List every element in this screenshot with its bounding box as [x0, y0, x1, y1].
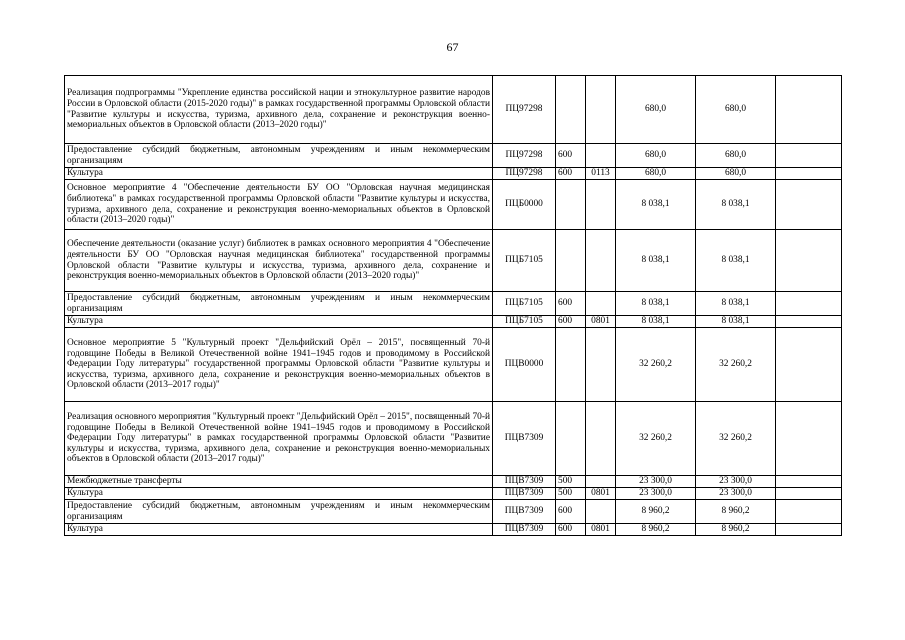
- table-row: [65, 500, 842, 524]
- table-row: [65, 144, 842, 168]
- row-sum-1: 23 300,0: [616, 488, 696, 500]
- row-sum-2: 680,0: [696, 76, 776, 144]
- row-name: Культура: [65, 168, 493, 180]
- row-code: ПЦ97298: [493, 168, 556, 180]
- table-row: [65, 316, 842, 328]
- row-expense-type: 500: [556, 476, 586, 488]
- row-section: [586, 328, 616, 402]
- table-row: [65, 476, 842, 488]
- row-extra: [776, 476, 842, 488]
- row-extra: [776, 230, 842, 292]
- row-sum-1: 680,0: [616, 144, 696, 168]
- row-code: ПЦБ7105: [493, 230, 556, 292]
- row-sum-1: 8 038,1: [616, 316, 696, 328]
- row-code: ПЦБ7105: [493, 316, 556, 328]
- row-extra: [776, 144, 842, 168]
- row-code: ПЦВ7309: [493, 476, 556, 488]
- row-name: Основное мероприятие 5 "Культурный проект "Дельфийский Орёл – 2015", посвященный 70-й годовщине Победы в Великой Отечественной войне 1941–1945 годов и проводимому в Российской Федерации Году литературы" государственной программы Орловской области "Развитие культуры и искусства, туризма, архивного дела, сохранение и реконструкция военно-мемориальных объектов в Орловской области (2013–2017 годы)": [65, 328, 493, 402]
- row-expense-type: [556, 402, 586, 476]
- row-section: 0801: [586, 316, 616, 328]
- row-sum-1: 32 260,2: [616, 402, 696, 476]
- table-row: [65, 292, 842, 316]
- row-sum-2: 8 038,1: [696, 230, 776, 292]
- row-sum-1: 8 038,1: [616, 180, 696, 230]
- row-expense-type: [556, 328, 586, 402]
- row-code: ПЦВ7309: [493, 488, 556, 500]
- row-sum-2: 680,0: [696, 168, 776, 180]
- row-sum-2: 32 260,2: [696, 402, 776, 476]
- row-name: Обеспечение деятельности (оказание услуг) библиотек в рамках основного мероприятия 4 "Обеспечение деятельности БУ ОО "Орловская научная медицинская библиотека" государственной программы Орловской области "Развитие культуры и искусства, туризма, архивного дела, сохранение и реконструкция военно-мемориальных объектов в Орловской области (2013–2020 годы)": [65, 230, 493, 292]
- row-sum-2: 23 300,0: [696, 476, 776, 488]
- table-row: [65, 180, 842, 230]
- row-expense-type: 600: [556, 144, 586, 168]
- row-sum-1: 680,0: [616, 168, 696, 180]
- row-code: ПЦБ0000: [493, 180, 556, 230]
- row-name: Реализация подпрограммы "Укрепление единства российской нации и этнокультурное развитие народов России в Орловской области (2015-2020 годы)" в рамках государственной программы Орловской области "Развитие культуры и искусства, туризма, архивного дела, сохранение и реконструкция военно-мемориальных объектов в Орловской области (2013–2020 годы)": [65, 76, 493, 144]
- row-name: Межбюджетные трансферты: [65, 476, 493, 488]
- row-section: [586, 230, 616, 292]
- row-extra: [776, 292, 842, 316]
- row-sum-2: 8 038,1: [696, 316, 776, 328]
- row-name: Основное мероприятие 4 "Обеспечение деятельности БУ ОО "Орловская научная медицинская библиотека" в рамках государственной программы Орловской области "Развитие культуры и искусства, туризма, архивного дела, сохранение и реконструкция военно-мемориальных объектов в Орловской области (2013–2020 годы)": [65, 180, 493, 230]
- table-row: [65, 524, 842, 536]
- row-sum-2: 680,0: [696, 144, 776, 168]
- row-name: Культура: [65, 488, 493, 500]
- row-sum-1: 8 960,2: [616, 500, 696, 524]
- row-code: ПЦВ7309: [493, 500, 556, 524]
- row-section: [586, 292, 616, 316]
- row-name: Предоставление субсидий бюджетным, автономным учреждениям и иным некоммерческим организациям: [65, 292, 493, 316]
- row-expense-type: 600: [556, 316, 586, 328]
- row-expense-type: [556, 180, 586, 230]
- row-code: ПЦВ7309: [493, 402, 556, 476]
- row-expense-type: 600: [556, 168, 586, 180]
- row-name: Предоставление субсидий бюджетным, автономным учреждениям и иным некоммерческим организациям: [65, 500, 493, 524]
- row-sum-1: 23 300,0: [616, 476, 696, 488]
- row-expense-type: 500: [556, 488, 586, 500]
- budget-table: [64, 75, 842, 536]
- row-section: [586, 76, 616, 144]
- row-section: [586, 476, 616, 488]
- row-sum-1: 680,0: [616, 76, 696, 144]
- row-expense-type: 600: [556, 500, 586, 524]
- row-sum-1: 8 960,2: [616, 524, 696, 536]
- row-section: 0801: [586, 524, 616, 536]
- table-row: [65, 76, 842, 144]
- row-code: ПЦ97298: [493, 144, 556, 168]
- row-name: Реализация основного мероприятия "Культурный проект "Дельфийский Орёл – 2015", посвященный 70-й годовщине Победы в Великой Отечественной войне 1941–1945 годов и проводимому в Российской Федерации Году литературы" в рамках государственной программы Орловской области "Развитие культуры и искусства, туризма, архивного дела, сохранение и реконструкция военно-мемориальных объектов в Орловской области (2013–2017 годы)": [65, 402, 493, 476]
- row-expense-type: [556, 230, 586, 292]
- row-extra: [776, 488, 842, 500]
- row-sum-2: 32 260,2: [696, 328, 776, 402]
- row-section: 0113: [586, 168, 616, 180]
- table-row: [65, 328, 842, 402]
- row-sum-2: 8 960,2: [696, 524, 776, 536]
- table-row: [65, 168, 842, 180]
- row-name: Культура: [65, 524, 493, 536]
- row-extra: [776, 168, 842, 180]
- row-extra: [776, 316, 842, 328]
- row-sum-2: 23 300,0: [696, 488, 776, 500]
- row-section: 0801: [586, 488, 616, 500]
- row-expense-type: [556, 76, 586, 144]
- row-extra: [776, 328, 842, 402]
- row-code: ПЦБ7105: [493, 292, 556, 316]
- row-name: Культура: [65, 316, 493, 328]
- row-sum-1: 8 038,1: [616, 230, 696, 292]
- row-section: [586, 180, 616, 230]
- row-section: [586, 144, 616, 168]
- row-sum-1: 8 038,1: [616, 292, 696, 316]
- row-extra: [776, 180, 842, 230]
- table-row: [65, 230, 842, 292]
- row-extra: [776, 500, 842, 524]
- budget-table-body: [65, 76, 842, 536]
- row-expense-type: 600: [556, 524, 586, 536]
- row-code: ПЦ97298: [493, 76, 556, 144]
- row-section: [586, 402, 616, 476]
- row-sum-2: 8 038,1: [696, 292, 776, 316]
- row-sum-2: 8 038,1: [696, 180, 776, 230]
- row-extra: [776, 402, 842, 476]
- row-sum-2: 8 960,2: [696, 500, 776, 524]
- table-row: [65, 488, 842, 500]
- row-code: ПЦВ7309: [493, 524, 556, 536]
- page-number: 67: [446, 40, 459, 54]
- row-expense-type: 600: [556, 292, 586, 316]
- row-sum-1: 32 260,2: [616, 328, 696, 402]
- row-extra: [776, 76, 842, 144]
- row-name: Предоставление субсидий бюджетным, автономным учреждениям и иным некоммерческим организациям: [65, 144, 493, 168]
- row-section: [586, 500, 616, 524]
- row-extra: [776, 524, 842, 536]
- table-row: [65, 402, 842, 476]
- row-code: ПЦВ0000: [493, 328, 556, 402]
